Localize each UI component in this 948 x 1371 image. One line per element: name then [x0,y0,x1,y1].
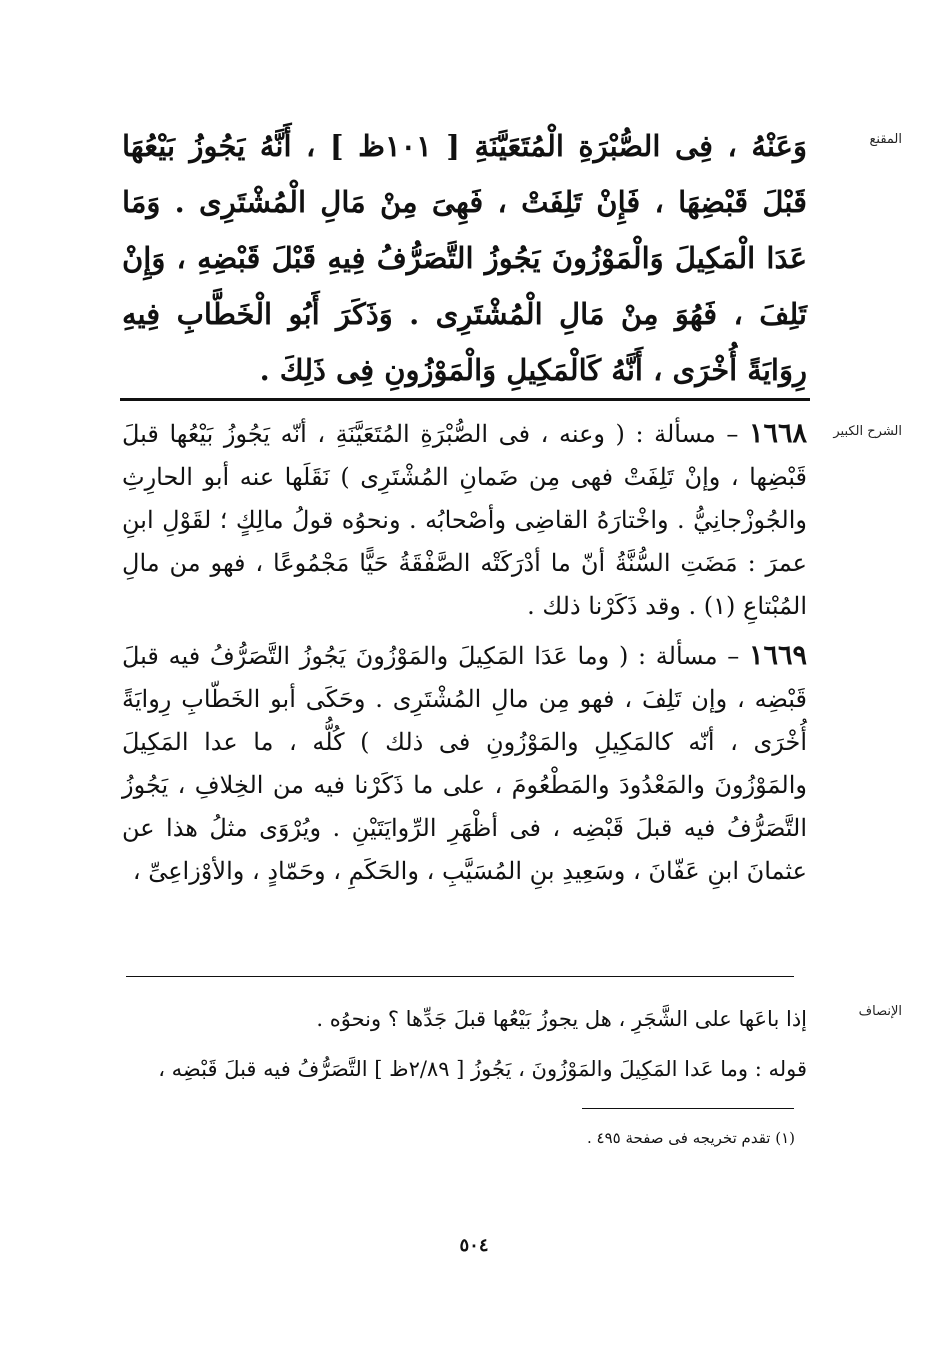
masala-text: – مسألة : ( وعنه ، فى الصُّبْرَةِ المُتَعَيَّنَةِ ، أنّه يَجُوزُ بَيْعُها قبلَ قَبْضِها ، وإنْ تَلِفَتْ فهى مِن ضَمانِ المُشْتَرِى ) نَقَلَها عنه أبو الحارِثِ والجُوزْجانِيُّ . واخْتارَهُ القاضِى وأصْحابُه . ونحوُه قولُ مالِكٍ ؛ لقَوْلِ ابنِ عمرَ : مَضَتِ السُّنَّةُ أنّ ما أدْرَكَتْه الصَّفْقَةُ حَيًّا مَجْمُوعًا ، فهو من مالِ المُبْتاعِ (١) . وقد ذَكَرْنا ذلك . [122,420,807,620]
label-insaf: الإنصاف [858,1004,902,1019]
insaf-line: قوله : وما عَدا المَكِيلَ والمَوْزُونَ ، يَجُوزُ [ ٢/٨٩ظ ] التَّصَرُّفُ فيه قبلَ قَبْضِه ، [158,1057,807,1081]
footnote-separator [582,1108,794,1109]
label-sharh: الشرح الكبير [833,424,902,439]
section-divider-thick [120,398,810,401]
insaf-line: إذا باعَها على الشَّجَرِ ، هل يجوزُ بَيْعُها قبلَ جَدِّها ؟ ونحوُه . [316,1007,807,1031]
muqni-paragraph: وَعَنْهُ ، فِى الصُّبْرَةِ الْمُتَعَيَّنَةِ [ ١٠١ظ ] ، أَنَّهُ يَجُوزُ بَيْعُهَا قَبْلَ قَبْضِهَا ، فَإِنْ تَلِفَتْ ، فَهِىَ مِنْ مَالِ الْمُشْتَرِى . وَمَا عَدَا الْمَكِيلَ وَالْمَوْزُونَ يَجُوزُ التَّصَرُّفُ فِيهِ قَبْلَ قَبْضِهِ ، وَإِنْ تَلِفَ ، فَهُوَ مِنْ مَالِ الْمُشْتَرِى . وَذَكَرَ أَبُو الْخَطَّابِ فِيهِ رِوَايَةً أُخْرَى ، أَنَّهُ كَالْمَكِيلِ وَالْمَوْزُونِ فِى ذَلِكَ . [122,129,807,387]
masala-number: ١٦٦٨ [748,418,807,449]
masala-1668 [122,412,807,628]
footnote: (١) تقدم تخريجه فى صفحة ٤٩٥ . [586,1129,795,1147]
masala-number: ١٦٦٩ [748,640,807,671]
section-divider-thin [126,976,794,977]
sharh-text-block [122,412,807,893]
muqni-text-block [122,118,807,398]
masala-text: – مسألة : ( وما عَدَا المَكِيلَ والمَوْزُونَ يَجُوزُ التَّصَرُّفُ فيه قبلَ قَبْضِه ، وإن تَلِفَ ، فهو مِن مالِ المُشْتَرِى . وحَكَى أبو الخَطّابِ رِوايَةً أُخْرَى ، أنّه كالمَكِيلِ والمَوْزُونِ فى ذلك ) كُلُّه ، ما عدا المَكِيلَ والمَوْزُونَ والمَعْدُودَ والمَطْعُومَ ، على ما ذَكَرْنا فيه من الخِلافِ ، يَجُوزُ التَّصَرُّفُ فيه قبلَ قَبْضِه ، فى أظْهَرِ الرِّوايَتَيْنِ . ويُرْوَى مثلُ هذا عن عثمانَ ابنِ عَفّانَ ، وسَعِيدِ بنِ المُسَيَّبِ ، والحَكَمِ ، وحَمّادٍ ، والأوْزاعِىِّ ، [122,642,807,885]
insaf-text-block [122,998,807,1090]
label-muqni: المقنع [869,132,902,147]
masala-1669 [122,634,807,893]
page-number: ٥٠٤ [459,1235,489,1256]
